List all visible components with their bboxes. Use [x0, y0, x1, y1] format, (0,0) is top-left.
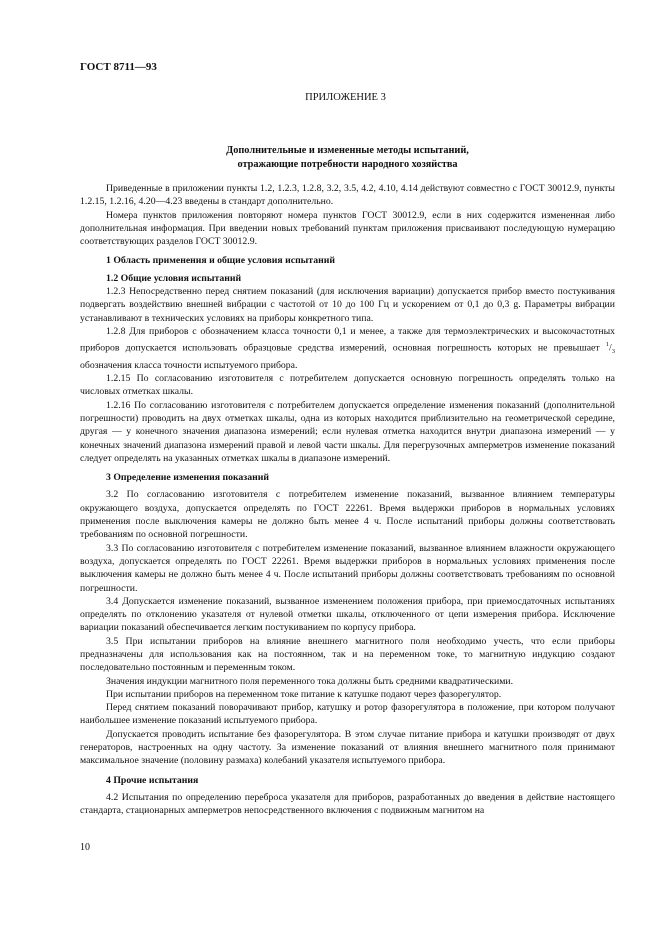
text: обозначения класса точности испытуемого прибора. [80, 359, 298, 371]
paragraph: 3.3 По согласованию изготовителя с потребителем изменение показаний, вызванное влиянием влажности окружающего воздуха, допускается определять по ГОСТ 22261. Время выдержки приборов в нормальных условиях применения после выключения камеры не должно быть менее 4 ч. После испытаний приборы должны соответствовать требованиям по основной погрешности. [80, 542, 615, 594]
fraction-denominator: 3 [611, 348, 615, 356]
paragraph: При испытании приборов на переменном токе питание к катушке подают через фазорегулятор. [106, 688, 502, 700]
text: 1.2.8 Для приборов с обозначением класса точности 0,1 и менее, а также для термоэлектрических и высокочастотных приборов допускается использовать образцовые средства измерений, основная погрешность которых не превышает [80, 325, 615, 354]
section-heading: 4 Прочие испытания [106, 774, 199, 786]
subsection-heading: 1.2 Общие условия испытаний [106, 272, 242, 284]
paragraph: Значения индукции магнитного поля переменного тока должны быть средними квадратическими. [106, 675, 514, 687]
section-heading: 3 Определение изменения показаний [106, 472, 269, 484]
document-body [80, 182, 615, 818]
paragraph: Допускается проводить испытание без фазорегулятора. В этом случае питание прибора и катушки производят от двух генераторов, настроенных на одну частоту. За изменение показаний от влияния внешнего магнитного поля принимают максимальное значение (половину размаха) колебаний указателя испытуемого прибора. [80, 728, 615, 767]
paragraph: 1.2.8 Для приборов с обозначением класса точности 0,1 и менее, а также для термоэлектрических и высокочастотных приборов допускается использовать образцовые средства измерений, основная погрешность которых не превышает $^1/_3$ обозначения класса точности испытуемого прибора. [80, 325, 615, 371]
section-heading: 1 Область применения и общие условия испытаний [106, 255, 335, 267]
paragraph: 3.5 При испытании приборов на влияние внешнего магнитного поля необходимо учесть, что если приборы предназначены для использования как на постоянном, так и на переменном токе, то магнитную индукцию создают последовательно постоянным и переменным током. [80, 635, 615, 674]
title-line: отражающие потребности народного хозяйства [237, 158, 458, 170]
paragraph: 1.2.15 По согласованию изготовителя с потребителем допускается основную погрешность определять только на числовых отметках шкалы. [80, 373, 615, 398]
fraction-numerator: 1 [605, 341, 610, 349]
paragraph: Приведенные в приложении пункты 1.2, 1.2.3, 1.2.8, 3.2, 3.5, 4.2, 4.10, 4.14 действуют совместно с ГОСТ 30012.9, пункты 1.2.15, 1.2.16, 4.20—4.23 введены в стандарт дополнительно. [80, 183, 615, 208]
paragraph: Номера пунктов приложения повторяют номера пунктов ГОСТ 30012.9, если в них содержится измененная либо дополнительная информация. При введении новых требований пунктам приложения присваивают последующую нумерацию соответствующих разделов ГОСТ 30012.9. [80, 209, 615, 248]
paragraph: 1.2.3 Непосредственно перед снятием показаний (для исключения вариации) допускается прибор вместо постукивания подвергать воздействию внешней вибрации с частотой от 10 до 100 Гц и ускорением от 0,1 до 0,3 g. Параметры вибрации устанавливают в технических условиях на приборы конкретного типа. [80, 286, 615, 324]
paragraph: 3.2 По согласованию изготовителя с потребителем изменение показаний, вызванное влиянием температуры окружающего воздуха, допускается определять по ГОСТ 22261. Время выдержки приборов в нормальных условиях применения после выключения камеры не должно быть менее 4 ч. После испытаний приборы должны соответствовать требованиям по основной погрешности. [80, 489, 615, 541]
appendix-title [80, 144, 615, 171]
paragraph: 3.4 Допускается изменение показаний, вызванное изменением положения прибора, при приемосдаточных испытаниях определять по отклонению указателя от нулевой отметки шкалы, отключенного от цепи измерения прибора. Исключение вариации показаний обеспечивается легким постукиванием по корпусу прибора. [80, 595, 615, 634]
paragraph: Перед снятием показаний поворачивают прибор, катушку и ротор фазорегулятора в положение, при котором получают наибольшее изменение показаний испытуемого прибора. [80, 702, 615, 727]
title-line: Дополнительные и измененные методы испытаний, [226, 145, 469, 156]
paragraph: 4.2 Испытания по определению переброса указателя для приборов, разработанных до введения в действие настоящего стандарта, стационарных амперметров непосредственного включения с подвижным магнитом на [80, 791, 615, 817]
document-header: ГОСТ 8711—93 [80, 61, 157, 73]
page-number: 10 [80, 842, 90, 853]
paragraph: 1.2.16 По согласованию изготовителя с потребителем допускается определение изменения показаний (дополнительной погрешности) проводить на двух отметках шкалы, одна из которых находится приблизительно на геометрической середине, другая — у конечного значения диапазона измерений; если нулевая отметка находится внутри диапазона измерений — у конечных значений диапазона измерений правой и левой части шкалы. Для перегрузочных амперметров изменение показаний следует определять на указанных отметках шкалы в диапазоне измерений. [80, 399, 615, 464]
appendix-label: ПРИЛОЖЕНИЕ 3 [305, 92, 386, 103]
